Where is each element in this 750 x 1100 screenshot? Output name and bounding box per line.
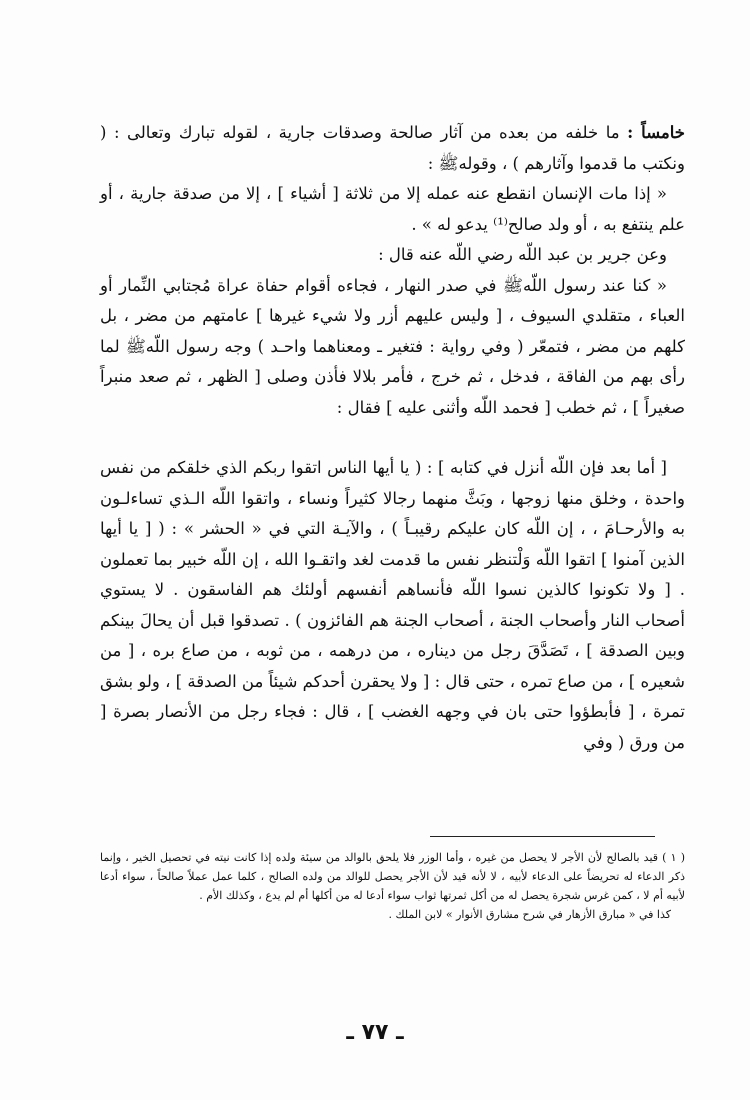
hadith-quote-2: « كنا عند رسول اللّهﷺ في صدر النهار ، فجاءه أقوام حفاة عراة مُجتابي النِّمار أو العباء ، متقلدي السيوف ، [ وليس عليهم أزر ولا شيء غيرها ] عامتهم من مضر ، بل كلهم من مضر ، فتمعّر ( وفي رواية : فتغير ـ ومعناهما واحـد ) وجه رسول اللّهﷺ لما رأى بهم من الفاقة ، فدخل ، ثم خرج ، فأمر بلالا فأذن وصلى [ الظهر ، ثم صعد منبراً صغيراً ] ، ثم خطب [ فحمد اللّه وأثنى عليه ] فقال : xyxy=(100,275,685,417)
footnotes xyxy=(100,848,685,924)
paragraph-1 xyxy=(100,118,685,179)
sermon-text: [ أما بعد فإن اللّه أنزل في كتابه ] : ( يا أيها الناس اتقوا ربكم الذي خلقكم من نفس واحدة ، وخلق منها زوجها ، وبَثَّ منهما رجالا كثيراً ونساء ، واتقوا اللّه الـذي تساءلـون به والأرحـامَ ، ، إن اللّه كان عليكم رقيبـاً ) ، والآيـة التي في « الحشر » : ( [ يا أيها الذين آمنوا ] اتقوا اللّه وَلْتنظر نفس ما قدمت لغد واتقـوا الله ، إن اللّه خبير بما تعملون . [ ولا تكونوا كالذين نسوا اللّه فأنساهم أنفسهم أولئك هم الفاسقون . لا يستوي أصحاب النار وأصحاب الجنة ، أصحاب الجنة هم الفائزون ) . تصدقوا قبل أن يحالَ بينكم وبين الصدقة ] ، تَصَدَّقَ رجل من ديناره ، من درهمه ، من ثوبه ، من صاع بره ، [ من شعيره ] ، من صاع تمره ، حتى قال : [ ولا يحقرن أحدكم شيئاً من الصدقة ] ، ولو بشق تمرة ، [ فأبطؤوا حتى بان في وجهه الغضب ] ، قال : فجاء رجل من الأنصار بصرة [ من ورق ( وفي xyxy=(100,458,685,752)
page-number: ـ ٧٧ ـ xyxy=(346,1020,404,1045)
footnote-1: ( ١ ) قيد بالصالح لأن الأجر لا يحصل من غيره ، وأما الوزر فلا يلحق بالوالد من سيئة ولده إذا كانت نيته في تحصيل الخير ، وإنما ذكر الدعاء له تحريضاً على الدعاء لأبيه ، لا لأنه قيد لأن الأجر يحصل للوالد من ولده الصالح ، كلما عمل عملاً صالحاً ، سواء أدعا لأبيه أم لا ، كمن غرس شجرة يحصل له من أكل ثمرتها ثواب سواء أدعا له من أكلها أم لم يدع ، وكذلك الأم . xyxy=(100,851,685,902)
footnote-divider xyxy=(430,836,655,837)
footnote-source: كذا في « مبارق الأزهار في شرح مشارق الأنوار » لابن الملك . xyxy=(388,908,671,921)
section-heading: خامساً : xyxy=(627,123,685,142)
main-text xyxy=(100,118,685,758)
hadith-quote-1: « إذا مات الإنسان انقطع عنه عمله إلا من ثلاثة [ أشياء ] ، إلا من صدقة جارية ، أو علم ينتفع به ، أو ولد صالح⁽¹⁾ يدعو له » . xyxy=(100,184,685,234)
narration-intro: وعن جرير بن عبد اللّه رضي اللّه عنه قال : xyxy=(378,245,667,264)
paragraph-1-text: ما خلفه من بعده من آثار صالحة وصدقات جارية ، لقوله تبارك وتعالى : ( ونكتب ما قدموا وآثارهم ) ، وقولهﷺ : xyxy=(100,123,685,173)
